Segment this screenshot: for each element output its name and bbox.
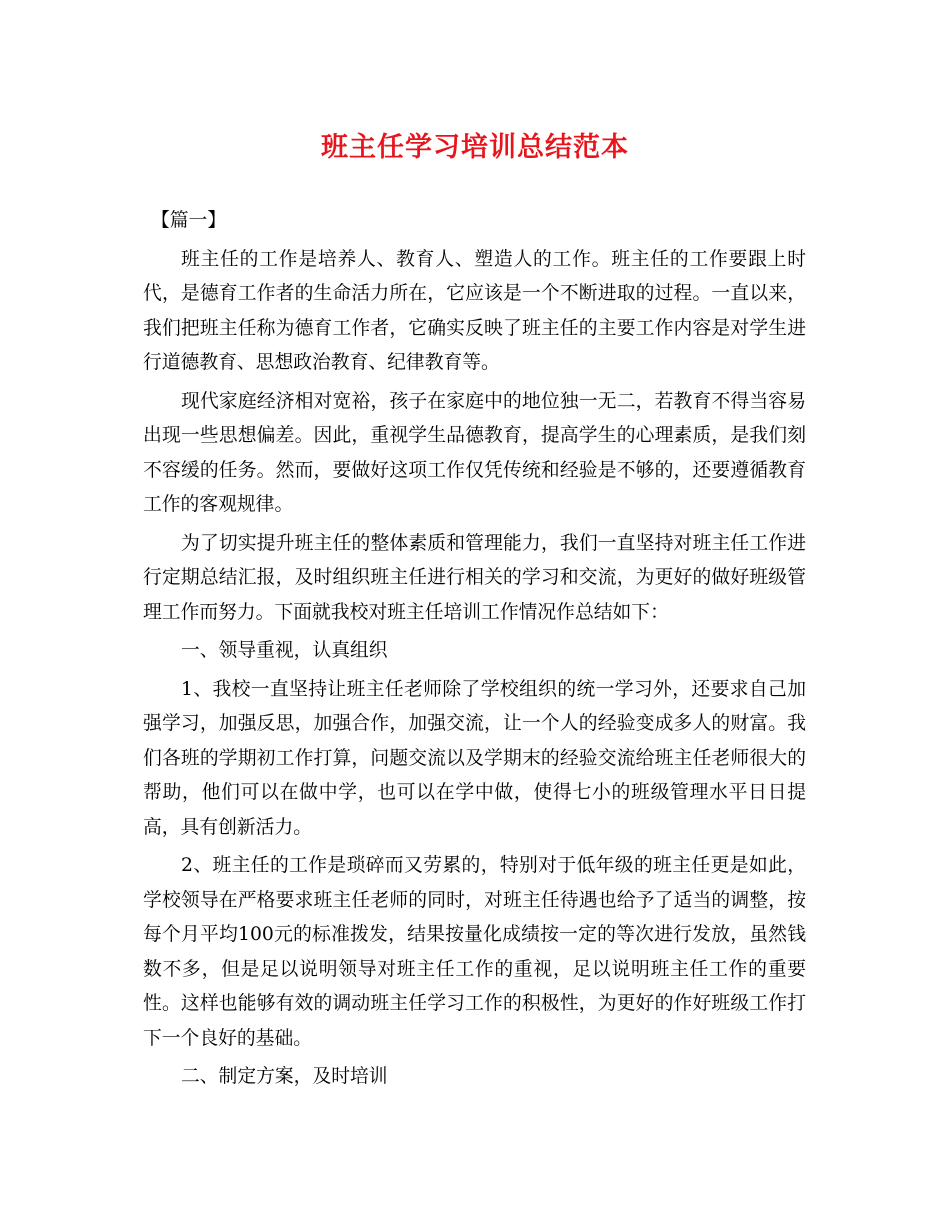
paragraph-intro-3: 为了切实提升班主任的整体素质和管理能力，我们一直坚持对班主任工作进行定期总结汇报，及时组织班主任进行相关的学习和交流，为更好的做好班级管理工作而努力。下面就我校对班主任培训工作情况作总结如下： xyxy=(143,532,806,623)
section-1-heading: 一、领导重视，认真组织 xyxy=(181,640,388,661)
section-1-item-2: 2、班主任的工作是琐碎而又劳累的，特别对于低年级的班主任更是如此，学校领导在严格要求班主任老师的同时，对班主任待遇也给予了适当的调整，按每个月平均100元的标准拨发，结果按量化成绩按一定的等次进行发放，虽然钱数不多，但是足以说明领导对班主任工作的重视，足以说明班主任工作的重要性。这样也能够有效的调动班主任学习工作的积极性，为更好的作好班级工作打下一个良好的基础。 xyxy=(143,855,806,1049)
paragraph-intro-2: 现代家庭经济相对宽裕，孩子在家庭中的地位独一无二，若教育不得当容易出现一些思想偏差。因此，重视学生品德教育，提高学生的心理素质，是我们刻不容缓的任务。然而，要做好这项工作仅凭传统和经验是不够的，还要遵循教育工作的客观规律。 xyxy=(143,390,806,515)
section-1-item-1: 1、我校一直坚持让班主任老师除了学校组织的统一学习外，还要求自己加强学习，加强反思，加强合作，加强交流，让一个人的经验变成多人的财富。我们各班的学期初工作打算，问题交流以及学期末的经验交流给班主任老师很大的帮助，他们可以在做中学，也可以在学中做，使得七小的班级管理水平日日提高，具有创新活力。 xyxy=(143,678,806,838)
part-label: 【篇一】 xyxy=(151,210,227,231)
paragraph-intro-1: 班主任的工作是培养人、教育人、塑造人的工作。班主任的工作要跟上时代，是德育工作者的生命活力所在，它应该是一个不断进取的过程。一直以来，我们把班主任称为德育工作者，它确实反映了班主任的主要工作内容是对学生进行道德教育、思想政治教育、纪律教育等。 xyxy=(143,248,806,373)
document-body xyxy=(143,204,806,1099)
section-2-heading: 二、制定方案，及时培训 xyxy=(181,1066,388,1087)
document-title: 班主任学习培训总结范本 xyxy=(321,132,629,163)
